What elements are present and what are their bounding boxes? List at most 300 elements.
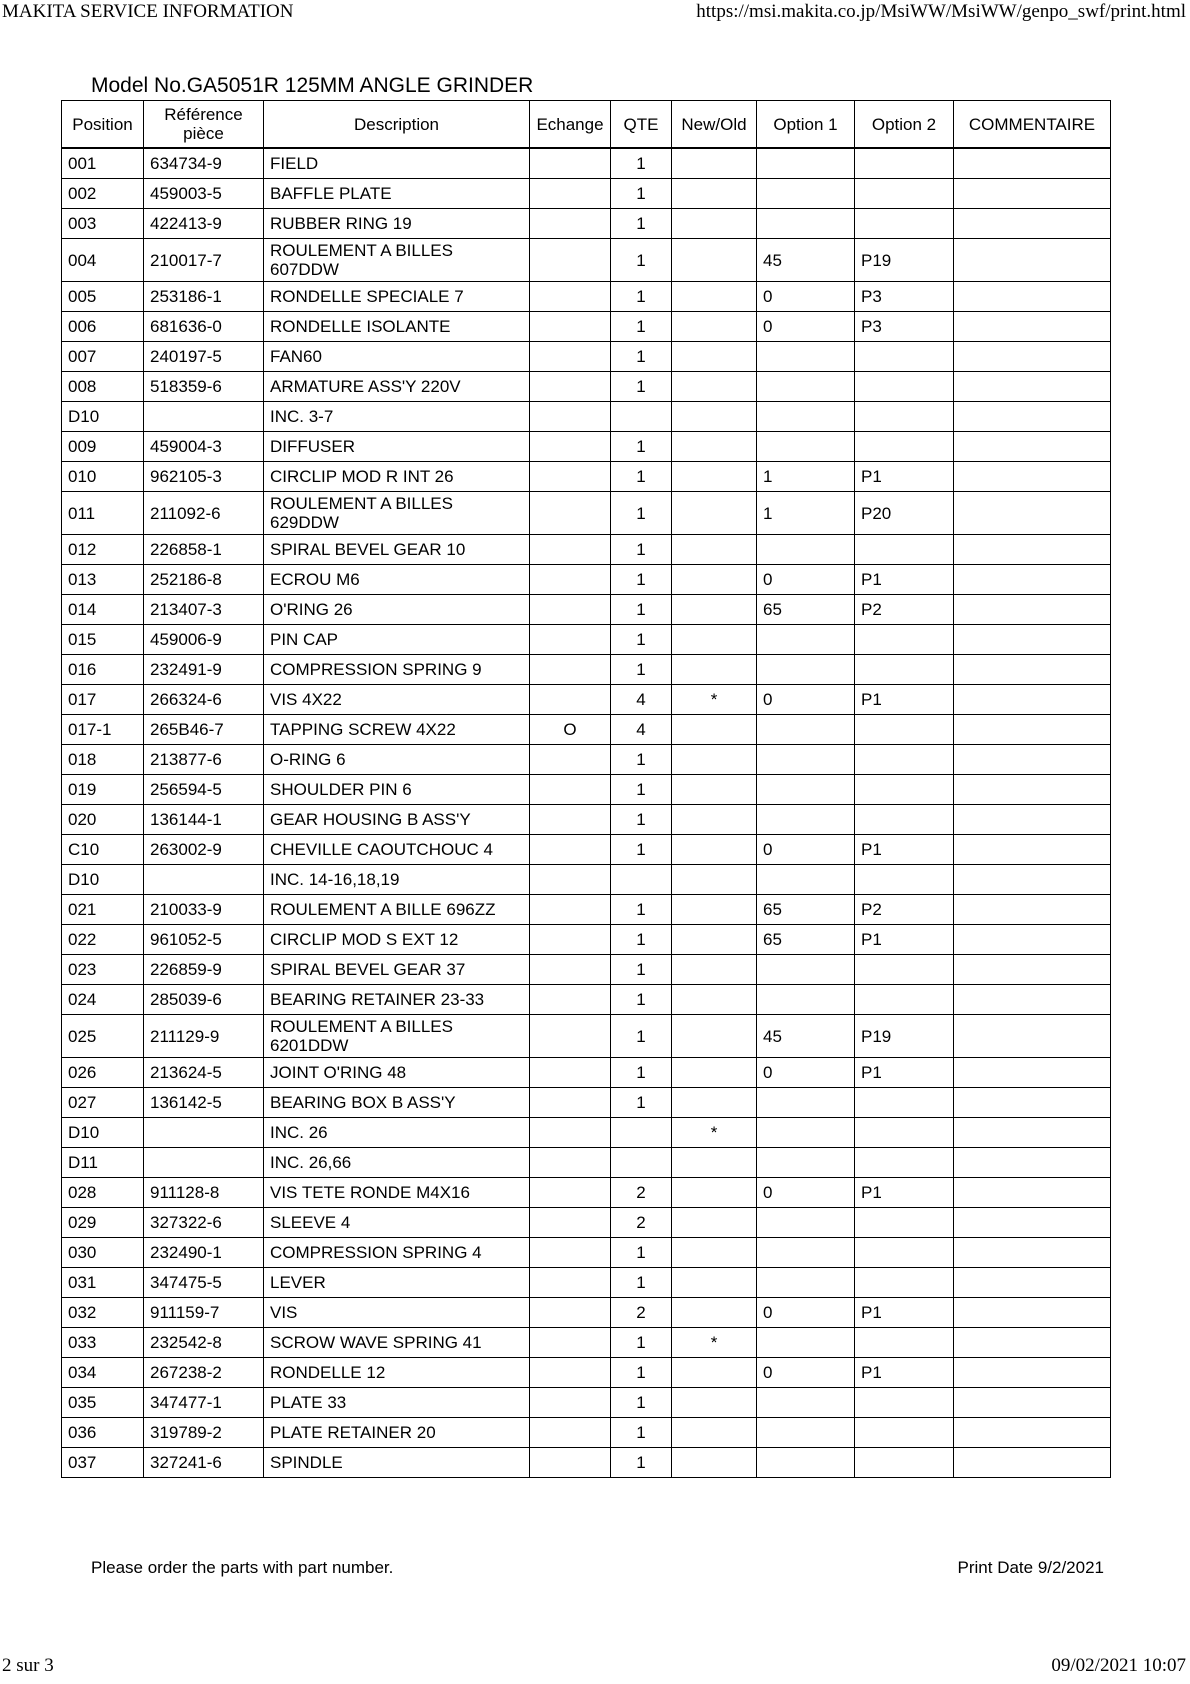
- cell-reference: 961052-5: [144, 925, 264, 955]
- cell-commentaire: [954, 148, 1111, 179]
- cell-option-2: [855, 1268, 954, 1298]
- cell-echange: [530, 492, 611, 535]
- cell-position: D10: [62, 402, 144, 432]
- cell-reference: 136142-5: [144, 1088, 264, 1118]
- cell-position: 017-1: [62, 715, 144, 745]
- cell-option-2: [855, 372, 954, 402]
- cell-position: 025: [62, 1015, 144, 1058]
- cell-position: 007: [62, 342, 144, 372]
- col-description: Description: [264, 101, 530, 149]
- cell-new-old: [672, 805, 757, 835]
- cell-commentaire: [954, 1015, 1111, 1058]
- cell-option-2: [855, 955, 954, 985]
- cell-option-1: 65: [757, 925, 855, 955]
- cell-echange: [530, 955, 611, 985]
- cell-description: COMPRESSION SPRING 9: [264, 655, 530, 685]
- cell-commentaire: [954, 805, 1111, 835]
- cell-qte: 1: [611, 895, 672, 925]
- cell-reference: 319789-2: [144, 1418, 264, 1448]
- cell-qte: 1: [611, 775, 672, 805]
- cell-option-1: [757, 1328, 855, 1358]
- cell-new-old: [672, 372, 757, 402]
- cell-position: 016: [62, 655, 144, 685]
- cell-option-1: [757, 1388, 855, 1418]
- cell-option-2: [855, 1118, 954, 1148]
- cell-commentaire: [954, 1088, 1111, 1118]
- cell-option-1: 0: [757, 312, 855, 342]
- cell-option-1: [757, 179, 855, 209]
- cell-new-old: [672, 895, 757, 925]
- table-row: [62, 625, 1111, 655]
- cell-echange: [530, 1208, 611, 1238]
- cell-qte: 1: [611, 955, 672, 985]
- cell-qte: 1: [611, 925, 672, 955]
- cell-commentaire: [954, 985, 1111, 1015]
- cell-position: 028: [62, 1178, 144, 1208]
- table-row: [62, 1298, 1111, 1328]
- table-row: [62, 1058, 1111, 1088]
- cell-description: FAN60: [264, 342, 530, 372]
- cell-qte: 1: [611, 1358, 672, 1388]
- cell-option-2: P1: [855, 925, 954, 955]
- cell-reference: 285039-6: [144, 985, 264, 1015]
- cell-description: CHEVILLE CAOUTCHOUC 4: [264, 835, 530, 865]
- cell-new-old: [672, 775, 757, 805]
- table-row: [62, 925, 1111, 955]
- cell-qte: 1: [611, 1448, 672, 1478]
- cell-commentaire: [954, 492, 1111, 535]
- cell-new-old: [672, 865, 757, 895]
- cell-position: 011: [62, 492, 144, 535]
- cell-qte: 1: [611, 595, 672, 625]
- cell-new-old: [672, 1298, 757, 1328]
- cell-new-old: [672, 535, 757, 565]
- table-row: [62, 1418, 1111, 1448]
- cell-echange: O: [530, 715, 611, 745]
- cell-description: SHOULDER PIN 6: [264, 775, 530, 805]
- table-row: [62, 179, 1111, 209]
- cell-option-2: [855, 148, 954, 179]
- cell-option-1: [757, 805, 855, 835]
- cell-reference: [144, 402, 264, 432]
- site-name: MAKITA SERVICE INFORMATION: [2, 1, 294, 22]
- cell-qte: 1: [611, 492, 672, 535]
- cell-commentaire: [954, 595, 1111, 625]
- cell-position: 018: [62, 745, 144, 775]
- cell-reference: [144, 1118, 264, 1148]
- cell-reference: 422413-9: [144, 209, 264, 239]
- table-header-row: [62, 101, 1111, 149]
- cell-commentaire: [954, 1118, 1111, 1148]
- cell-reference: 213624-5: [144, 1058, 264, 1088]
- cell-echange: [530, 1328, 611, 1358]
- cell-description: INC. 14-16,18,19: [264, 865, 530, 895]
- cell-new-old: [672, 1208, 757, 1238]
- cell-reference: 240197-5: [144, 342, 264, 372]
- cell-qte: 1: [611, 655, 672, 685]
- cell-position: 032: [62, 1298, 144, 1328]
- cell-echange: [530, 685, 611, 715]
- cell-description: BEARING BOX B ASS'Y: [264, 1088, 530, 1118]
- col-position: Position: [62, 101, 144, 149]
- cell-echange: [530, 1268, 611, 1298]
- table-row: [62, 342, 1111, 372]
- cell-echange: [530, 985, 611, 1015]
- page-url: https://msi.makita.co.jp/MsiWW/MsiWW/genpo_swf/print.html: [696, 1, 1186, 22]
- print-timestamp: 09/02/2021 10:07: [1051, 1655, 1186, 1676]
- cell-position: 001: [62, 148, 144, 179]
- cell-new-old: [672, 1148, 757, 1178]
- cell-new-old: [672, 179, 757, 209]
- cell-option-1: [757, 865, 855, 895]
- cell-description: RONDELLE 12: [264, 1358, 530, 1388]
- cell-position: 019: [62, 775, 144, 805]
- cell-reference: 136144-1: [144, 805, 264, 835]
- cell-qte: 1: [611, 1238, 672, 1268]
- cell-qte: 1: [611, 985, 672, 1015]
- cell-new-old: [672, 985, 757, 1015]
- cell-commentaire: [954, 282, 1111, 312]
- cell-new-old: [672, 1178, 757, 1208]
- cell-new-old: *: [672, 685, 757, 715]
- cell-reference: [144, 1148, 264, 1178]
- cell-option-2: P20: [855, 492, 954, 535]
- cell-new-old: [672, 925, 757, 955]
- cell-reference: 681636-0: [144, 312, 264, 342]
- cell-new-old: [672, 955, 757, 985]
- cell-description: PLATE RETAINER 20: [264, 1418, 530, 1448]
- cell-position: D11: [62, 1148, 144, 1178]
- cell-qte: 2: [611, 1178, 672, 1208]
- cell-reference: 266324-6: [144, 685, 264, 715]
- cell-new-old: [672, 595, 757, 625]
- cell-position: 017: [62, 685, 144, 715]
- table-row: [62, 148, 1111, 179]
- cell-new-old: [672, 492, 757, 535]
- table-row: [62, 985, 1111, 1015]
- cell-position: D10: [62, 865, 144, 895]
- cell-qte: 1: [611, 372, 672, 402]
- cell-new-old: [672, 835, 757, 865]
- cell-reference: 232542-8: [144, 1328, 264, 1358]
- cell-commentaire: [954, 625, 1111, 655]
- cell-qte: 2: [611, 1208, 672, 1238]
- col-commentaire: COMMENTAIRE: [954, 101, 1111, 149]
- cell-new-old: [672, 745, 757, 775]
- cell-description: JOINT O'RING 48: [264, 1058, 530, 1088]
- table-row: [62, 1088, 1111, 1118]
- table-row: [62, 1328, 1111, 1358]
- cell-reference: 518359-6: [144, 372, 264, 402]
- cell-reference: 634734-9: [144, 148, 264, 179]
- cell-option-2: [855, 1148, 954, 1178]
- cell-option-1: 0: [757, 835, 855, 865]
- cell-option-1: [757, 372, 855, 402]
- table-row: [62, 775, 1111, 805]
- cell-description: INC. 26: [264, 1118, 530, 1148]
- cell-option-2: [855, 865, 954, 895]
- cell-description: COMPRESSION SPRING 4: [264, 1238, 530, 1268]
- cell-description: SLEEVE 4: [264, 1208, 530, 1238]
- cell-echange: [530, 655, 611, 685]
- cell-reference: [144, 865, 264, 895]
- cell-new-old: [672, 1088, 757, 1118]
- cell-reference: 459006-9: [144, 625, 264, 655]
- cell-option-2: P1: [855, 685, 954, 715]
- cell-qte: [611, 402, 672, 432]
- cell-option-1: 0: [757, 1358, 855, 1388]
- cell-reference: 213407-3: [144, 595, 264, 625]
- cell-new-old: [672, 462, 757, 492]
- cell-option-1: 65: [757, 895, 855, 925]
- print-footer: [0, 1655, 1190, 1679]
- cell-qte: 1: [611, 1058, 672, 1088]
- cell-reference: 327322-6: [144, 1208, 264, 1238]
- cell-option-1: [757, 402, 855, 432]
- cell-description: INC. 3-7: [264, 402, 530, 432]
- table-row: [62, 745, 1111, 775]
- cell-reference: 459004-3: [144, 432, 264, 462]
- cell-option-1: [757, 342, 855, 372]
- cell-reference: 252186-8: [144, 565, 264, 595]
- cell-position: 004: [62, 239, 144, 282]
- cell-reference: 911159-7: [144, 1298, 264, 1328]
- cell-qte: 1: [611, 1268, 672, 1298]
- cell-position: 002: [62, 179, 144, 209]
- cell-reference: 267238-2: [144, 1358, 264, 1388]
- cell-qte: 1: [611, 1015, 672, 1058]
- cell-echange: [530, 209, 611, 239]
- cell-position: 009: [62, 432, 144, 462]
- cell-echange: [530, 805, 611, 835]
- cell-option-1: [757, 985, 855, 1015]
- cell-option-1: 1: [757, 462, 855, 492]
- cell-echange: [530, 239, 611, 282]
- cell-option-1: [757, 1148, 855, 1178]
- cell-commentaire: [954, 535, 1111, 565]
- cell-commentaire: [954, 1388, 1111, 1418]
- cell-qte: 1: [611, 1088, 672, 1118]
- cell-option-2: [855, 342, 954, 372]
- cell-position: 013: [62, 565, 144, 595]
- cell-new-old: [672, 715, 757, 745]
- cell-description: O'RING 26: [264, 595, 530, 625]
- cell-position: 037: [62, 1448, 144, 1478]
- cell-description: ECROU M6: [264, 565, 530, 595]
- table-row: [62, 1238, 1111, 1268]
- cell-new-old: [672, 432, 757, 462]
- cell-option-1: 0: [757, 685, 855, 715]
- cell-commentaire: [954, 342, 1111, 372]
- cell-position: 008: [62, 372, 144, 402]
- cell-reference: 211129-9: [144, 1015, 264, 1058]
- cell-description: CIRCLIP MOD S EXT 12: [264, 925, 530, 955]
- cell-new-old: [672, 1058, 757, 1088]
- cell-echange: [530, 565, 611, 595]
- cell-option-2: [855, 402, 954, 432]
- cell-option-2: [855, 715, 954, 745]
- cell-position: 020: [62, 805, 144, 835]
- cell-option-2: [855, 1328, 954, 1358]
- cell-echange: [530, 372, 611, 402]
- cell-position: 030: [62, 1238, 144, 1268]
- cell-new-old: [672, 625, 757, 655]
- cell-commentaire: [954, 1208, 1111, 1238]
- cell-echange: [530, 1358, 611, 1388]
- table-row: [62, 312, 1111, 342]
- cell-commentaire: [954, 655, 1111, 685]
- table-row: [62, 955, 1111, 985]
- cell-reference: 210033-9: [144, 895, 264, 925]
- cell-option-1: [757, 1268, 855, 1298]
- cell-qte: [611, 865, 672, 895]
- cell-echange: [530, 745, 611, 775]
- col-echange: Echange: [530, 101, 611, 149]
- table-row: [62, 715, 1111, 745]
- cell-description: ROULEMENT A BILLES 607DDW: [264, 239, 530, 282]
- cell-qte: 1: [611, 805, 672, 835]
- cell-commentaire: [954, 865, 1111, 895]
- cell-option-2: P1: [855, 462, 954, 492]
- cell-option-2: P3: [855, 282, 954, 312]
- cell-reference: 211092-6: [144, 492, 264, 535]
- cell-reference: 459003-5: [144, 179, 264, 209]
- table-row: [62, 595, 1111, 625]
- cell-commentaire: [954, 565, 1111, 595]
- table-row: [62, 865, 1111, 895]
- cell-echange: [530, 148, 611, 179]
- cell-option-2: [855, 625, 954, 655]
- cell-description: SPIRAL BEVEL GEAR 37: [264, 955, 530, 985]
- cell-qte: 2: [611, 1298, 672, 1328]
- cell-position: 015: [62, 625, 144, 655]
- cell-option-2: P1: [855, 1058, 954, 1088]
- cell-description: INC. 26,66: [264, 1148, 530, 1178]
- cell-description: RONDELLE SPECIALE 7: [264, 282, 530, 312]
- table-row: [62, 655, 1111, 685]
- cell-option-1: [757, 1118, 855, 1148]
- cell-commentaire: [954, 209, 1111, 239]
- cell-option-1: 0: [757, 565, 855, 595]
- cell-reference: 253186-1: [144, 282, 264, 312]
- cell-qte: 4: [611, 685, 672, 715]
- cell-qte: 1: [611, 239, 672, 282]
- cell-option-2: [855, 535, 954, 565]
- cell-position: 027: [62, 1088, 144, 1118]
- cell-commentaire: [954, 1418, 1111, 1448]
- cell-position: 005: [62, 282, 144, 312]
- cell-commentaire: [954, 925, 1111, 955]
- cell-commentaire: [954, 1238, 1111, 1268]
- cell-commentaire: [954, 955, 1111, 985]
- cell-commentaire: [954, 312, 1111, 342]
- cell-commentaire: [954, 1268, 1111, 1298]
- cell-new-old: [672, 239, 757, 282]
- cell-description: SCROW WAVE SPRING 41: [264, 1328, 530, 1358]
- cell-option-1: 1: [757, 492, 855, 535]
- cell-position: 003: [62, 209, 144, 239]
- cell-option-2: P1: [855, 1358, 954, 1388]
- cell-new-old: *: [672, 1118, 757, 1148]
- cell-qte: 1: [611, 565, 672, 595]
- cell-option-2: [855, 985, 954, 1015]
- cell-qte: 1: [611, 625, 672, 655]
- cell-new-old: [672, 209, 757, 239]
- cell-commentaire: [954, 1358, 1111, 1388]
- cell-commentaire: [954, 432, 1111, 462]
- cell-commentaire: [954, 179, 1111, 209]
- cell-reference: 265B46-7: [144, 715, 264, 745]
- cell-echange: [530, 1448, 611, 1478]
- cell-reference: 232491-9: [144, 655, 264, 685]
- cell-new-old: [672, 1448, 757, 1478]
- cell-echange: [530, 312, 611, 342]
- cell-option-2: P3: [855, 312, 954, 342]
- table-row: [62, 1448, 1111, 1478]
- cell-echange: [530, 462, 611, 492]
- cell-description: PLATE 33: [264, 1388, 530, 1418]
- cell-echange: [530, 1238, 611, 1268]
- cell-option-2: P2: [855, 895, 954, 925]
- cell-option-2: [855, 179, 954, 209]
- cell-position: 035: [62, 1388, 144, 1418]
- cell-position: 006: [62, 312, 144, 342]
- cell-option-2: [855, 1208, 954, 1238]
- cell-commentaire: [954, 1298, 1111, 1328]
- cell-qte: 1: [611, 148, 672, 179]
- cell-option-1: [757, 1208, 855, 1238]
- cell-qte: 1: [611, 462, 672, 492]
- cell-commentaire: [954, 835, 1111, 865]
- cell-option-1: [757, 148, 855, 179]
- cell-commentaire: [954, 1148, 1111, 1178]
- cell-description: VIS 4X22: [264, 685, 530, 715]
- cell-position: 024: [62, 985, 144, 1015]
- cell-option-1: 45: [757, 1015, 855, 1058]
- cell-reference: 327241-6: [144, 1448, 264, 1478]
- cell-option-1: 0: [757, 1178, 855, 1208]
- order-note: Please order the parts with part number.: [91, 1558, 394, 1577]
- parts-table: [61, 100, 1111, 1478]
- cell-option-1: [757, 1418, 855, 1448]
- cell-new-old: *: [672, 1328, 757, 1358]
- col-option-2: Option 2: [855, 101, 954, 149]
- cell-option-2: P19: [855, 239, 954, 282]
- col-reference: Référence pièce: [144, 101, 264, 149]
- cell-qte: 1: [611, 835, 672, 865]
- cell-option-2: [855, 1088, 954, 1118]
- cell-new-old: [672, 1388, 757, 1418]
- cell-echange: [530, 1178, 611, 1208]
- table-row: [62, 1118, 1111, 1148]
- table-row: [62, 432, 1111, 462]
- cell-description: GEAR HOUSING B ASS'Y: [264, 805, 530, 835]
- cell-option-2: [855, 745, 954, 775]
- cell-commentaire: [954, 402, 1111, 432]
- cell-position: 029: [62, 1208, 144, 1238]
- cell-option-2: P2: [855, 595, 954, 625]
- cell-echange: [530, 1058, 611, 1088]
- cell-echange: [530, 895, 611, 925]
- cell-position: 036: [62, 1418, 144, 1448]
- cell-option-1: [757, 209, 855, 239]
- cell-description: VIS TETE RONDE M4X16: [264, 1178, 530, 1208]
- cell-description: ROULEMENT A BILLES 6201DDW: [264, 1015, 530, 1058]
- cell-description: PIN CAP: [264, 625, 530, 655]
- cell-commentaire: [954, 372, 1111, 402]
- cell-commentaire: [954, 685, 1111, 715]
- cell-description: VIS: [264, 1298, 530, 1328]
